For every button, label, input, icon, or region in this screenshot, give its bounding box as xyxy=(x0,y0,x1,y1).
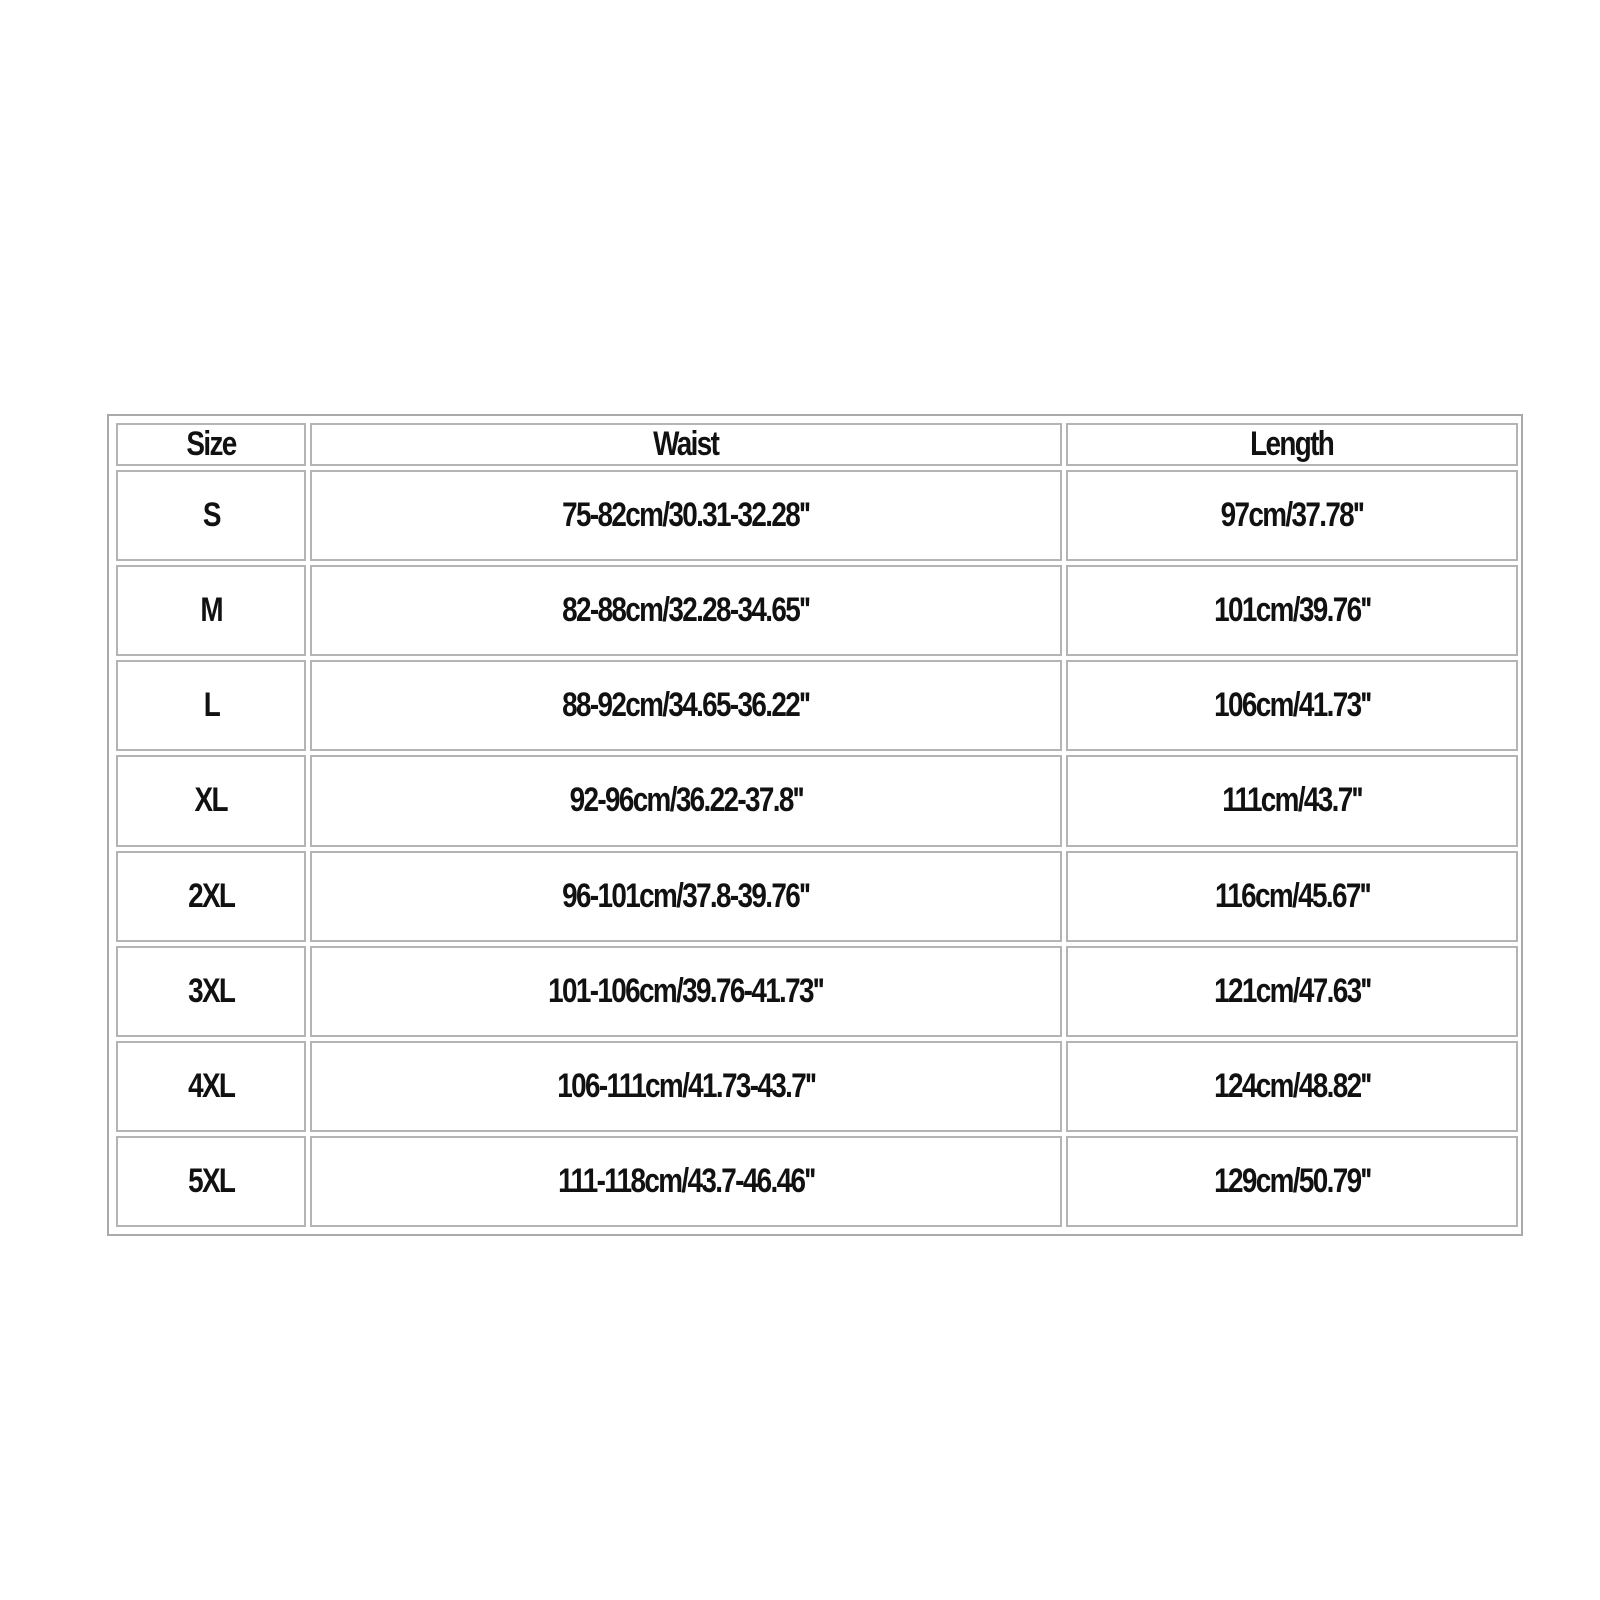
table-row xyxy=(116,565,1518,656)
length-cell: 121cm/47.63'' xyxy=(1066,946,1518,1037)
size-cell: M xyxy=(116,565,306,656)
length-cell: 101cm/39.76'' xyxy=(1066,565,1518,656)
table-row xyxy=(116,946,1518,1037)
size-chart-table xyxy=(107,414,1523,1236)
table-row xyxy=(116,1041,1518,1132)
size-grid xyxy=(112,419,1522,1231)
waist-cell: 82-88cm/32.28-34.65'' xyxy=(310,565,1062,656)
size-cell: 4XL xyxy=(116,1041,306,1132)
length-cell: 116cm/45.67'' xyxy=(1066,851,1518,942)
waist-cell: 96-101cm/37.8-39.76'' xyxy=(310,851,1062,942)
length-cell: 129cm/50.79'' xyxy=(1066,1136,1518,1227)
header-length: Length xyxy=(1066,423,1518,466)
waist-cell: 88-92cm/34.65-36.22'' xyxy=(310,660,1062,751)
waist-cell: 101-106cm/39.76-41.73'' xyxy=(310,946,1062,1037)
waist-cell: 111-118cm/43.7-46.46'' xyxy=(310,1136,1062,1227)
waist-cell: 106-111cm/41.73-43.7'' xyxy=(310,1041,1062,1132)
header-row xyxy=(116,423,1518,466)
length-cell: 97cm/37.78'' xyxy=(1066,470,1518,561)
waist-cell: 75-82cm/30.31-32.28'' xyxy=(310,470,1062,561)
length-cell: 124cm/48.82'' xyxy=(1066,1041,1518,1132)
size-cell: L xyxy=(116,660,306,751)
size-cell: 2XL xyxy=(116,851,306,942)
header-size: Size xyxy=(116,423,306,466)
size-cell: 5XL xyxy=(116,1136,306,1227)
size-cell: S xyxy=(116,470,306,561)
length-cell: 106cm/41.73'' xyxy=(1066,660,1518,751)
table-row xyxy=(116,1136,1518,1227)
table-row xyxy=(116,755,1518,846)
table-row xyxy=(116,660,1518,751)
size-cell: 3XL xyxy=(116,946,306,1037)
waist-cell: 92-96cm/36.22-37.8'' xyxy=(310,755,1062,846)
header-waist: Waist xyxy=(310,423,1062,466)
size-cell: XL xyxy=(116,755,306,846)
table-row xyxy=(116,470,1518,561)
table-row xyxy=(116,851,1518,942)
length-cell: 111cm/43.7'' xyxy=(1066,755,1518,846)
